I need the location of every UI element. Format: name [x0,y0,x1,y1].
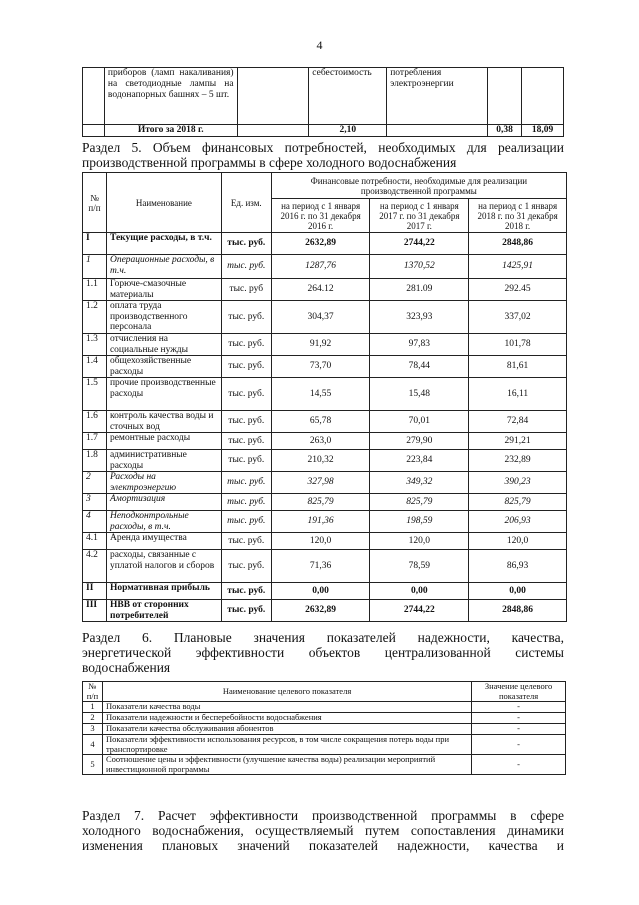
heading-line: водоснабжения [82,660,171,675]
value-2016: 0,00 [271,583,370,600]
heading-line: производственной программы в сфере холодного водоснабжения [82,155,457,170]
row-name: Текущие расходы, в т.ч. [106,233,221,255]
row-name: Аренда имущества [106,533,221,550]
row-unit: тыс. руб. [221,255,271,279]
col-header-period-3: на период с 1 января 2018 г. по 31 декабря 2018 г. [469,199,567,233]
col-header-period-2: на период с 1 января 2017 г. по 31 декабря 2017 г. [370,199,469,233]
row-unit: тыс. руб. [221,511,271,533]
table-row [83,279,567,301]
row-unit: тыс. руб [221,279,271,301]
value-2016: 327,98 [271,472,370,494]
value-2018: 2848,86 [469,233,567,255]
value-2017: 279,90 [370,433,469,450]
heading-line: Раздел 5. Объем финансовых потребностей, необходимых для реализации [82,140,564,155]
row-unit: тыс. руб. [221,233,271,255]
row-number: 4.2 [83,550,107,583]
indicator-name: Показатели надежности и бесперебойности водоснабжения [102,713,471,724]
value-2018: 390,23 [469,472,567,494]
row-name: НВВ от сторонних потребителей [106,600,221,622]
top-fragment-table [82,67,564,137]
total-value-3: 18,09 [522,125,564,137]
total-value-2: 0,38 [488,125,522,137]
value-2016: 191,36 [271,511,370,533]
row-unit: тыс. руб. [221,301,271,334]
table-row [83,702,566,713]
row-number: 1.7 [83,433,107,450]
col-header-name: Наименование [106,173,221,233]
col-header-name: Наименование целевого показателя [102,682,471,702]
row-name: административные расходы [106,450,221,472]
value-2016: 71,36 [271,550,370,583]
section-6-heading [82,630,564,675]
indicator-value: - [472,724,566,735]
row-name: Расходы на электроэнергию [106,472,221,494]
row-number: 3 [83,494,107,511]
row-number: I [83,233,107,255]
col-header-value: Значение целевого показателя [472,682,566,702]
value-2018: 292.45 [469,279,567,301]
total-row [83,125,564,137]
table-row [83,755,566,775]
total-value-1: 2,10 [309,125,387,137]
row-number: 1.5 [83,378,107,411]
row-number: 1.2 [83,301,107,334]
row-number: II [83,583,107,600]
value-2016: 825,79 [271,494,370,511]
value-2018: 0,00 [469,583,567,600]
heading-line: энергетической эффективности объектов централизованной системы [82,645,564,660]
row-number: 1.3 [83,334,107,356]
indicators-table [82,681,566,775]
indicator-name: Соотношение цены и эффективности (улучшение качества воды) реализации мероприятий инвестиционной программы [102,755,471,775]
page-number: 4 [316,38,323,52]
col-header-group: Финансовые потребности, необходимые для реализации производственной программы [271,173,566,199]
value-2016: 65,78 [271,411,370,433]
row-name: оплата труда производственного персонала [106,301,221,334]
indicator-name: Показатели качества обслуживания абонентов [102,724,471,735]
row-number: 2 [83,472,107,494]
col-header-unit: Ед. изм. [221,173,271,233]
heading-line: Раздел 6. Плановые значения показателей надежности, качества, [82,630,564,645]
value-2017: 323,93 [370,301,469,334]
value-2018: 81,61 [469,356,567,378]
indicator-value: - [472,735,566,755]
value-2016: 263,0 [271,433,370,450]
row-number: 2 [83,713,103,724]
value-2018: 86,93 [469,550,567,583]
table-row [83,411,567,433]
value-2016: 264.12 [271,279,370,301]
row-name: контроль качества воды и сточных вод [106,411,221,433]
table-row [83,334,567,356]
value-2018: 291,21 [469,433,567,450]
table-row [83,600,567,622]
row-unit: тыс. руб. [221,378,271,411]
value-2017: 78,44 [370,356,469,378]
table-row [83,433,567,450]
section-7-heading [82,808,564,853]
row-number: 1.4 [83,356,107,378]
indicator-value: - [472,702,566,713]
row-name: Нормативная прибыль [106,583,221,600]
row-unit: тыс. руб. [221,550,271,583]
row-number: 1.1 [83,279,107,301]
row-number: 1.8 [83,450,107,472]
col-header-num: № п/п [83,173,107,233]
heading-line: Раздел 7. Расчет эффективности производственной программы в сфере [82,808,564,823]
finance-table [82,172,567,622]
row-name: отчисления на социальные нужды [106,334,221,356]
row-unit: тыс. руб. [221,433,271,450]
value-2018: 101,78 [469,334,567,356]
value-2017: 97,83 [370,334,469,356]
table-row [83,301,567,334]
heading-line: изменения плановых значений показателей надежности, качества и [82,838,564,853]
row-unit: тыс. руб. [221,583,271,600]
value-2018: 120,0 [469,533,567,550]
value-2018: 825,79 [469,494,567,511]
table-row [83,233,567,255]
value-2016: 2632,89 [271,600,370,622]
row-number: 1 [83,702,103,713]
row-unit: тыс. руб. [221,494,271,511]
col-header-period-1: на период с 1 января 2016 г. по 31 декабря 2016 г. [271,199,370,233]
heading-line: холодного водоснабжения, осуществляемый путем сопоставления динамики [82,823,564,838]
row-name: Операционные расходы, в т.ч. [106,255,221,279]
value-2017: 349,32 [370,472,469,494]
measure-name-cell: приборов (ламп накаливания) на светодиодные лампы на водонапорных башнях – 5 шт. [104,68,237,125]
table-row [83,494,567,511]
value-2017: 0,00 [370,583,469,600]
value-2016: 2632,89 [271,233,370,255]
table-row [83,472,567,494]
indicator-name: Показатели качества воды [102,702,471,713]
row-number: 1 [83,255,107,279]
row-number: 4 [83,735,103,755]
row-unit: тыс. руб. [221,356,271,378]
value-2016: 304,37 [271,301,370,334]
value-2016: 14,55 [271,378,370,411]
row-name: Горюче-смазочные материалы [106,279,221,301]
col-header-num: № п/п [83,682,103,702]
value-2016: 91,92 [271,334,370,356]
value-2018: 1425,91 [469,255,567,279]
row-unit: тыс. руб. [221,600,271,622]
row-number: 5 [83,755,103,775]
row-name: общехозяйственные расходы [106,356,221,378]
row-unit: тыс. руб. [221,533,271,550]
table-row [83,735,566,755]
row-number: 1.6 [83,411,107,433]
value-2018: 232,89 [469,450,567,472]
effect-cell: себестоимость [309,68,387,125]
value-2018: 2848,86 [469,600,567,622]
value-2017: 281.09 [370,279,469,301]
value-2017: 2744,22 [370,600,469,622]
table-row [83,356,567,378]
row-unit: тыс. руб. [221,411,271,433]
row-unit: тыс. руб. [221,472,271,494]
table-row [83,255,567,279]
value-2017: 2744,22 [370,233,469,255]
value-2016: 1287,76 [271,255,370,279]
table-row [83,533,567,550]
value-2018: 16,11 [469,378,567,411]
row-unit: тыс. руб. [221,334,271,356]
row-name: Неподконтрольные расходы, в т.ч. [106,511,221,533]
value-2016: 120,0 [271,533,370,550]
resource-cell: потребления электроэнергии [387,68,488,125]
table-row [83,550,567,583]
value-2017: 120,0 [370,533,469,550]
value-2017: 223,84 [370,450,469,472]
value-2017: 15,48 [370,378,469,411]
table-row [83,378,567,411]
value-2017: 70,01 [370,411,469,433]
value-2016: 210,32 [271,450,370,472]
table-row [83,724,566,735]
row-number: 4.1 [83,533,107,550]
value-2018: 72,84 [469,411,567,433]
row-name: Амортизация [106,494,221,511]
value-2017: 1370,52 [370,255,469,279]
value-2017: 78,59 [370,550,469,583]
row-number: 4 [83,511,107,533]
section-5-heading [82,140,564,170]
row-number: III [83,600,107,622]
row-number: 3 [83,724,103,735]
indicator-value: - [472,713,566,724]
table-row [83,583,567,600]
value-2018: 337,02 [469,301,567,334]
value-2017: 825,79 [370,494,469,511]
total-label: Итого за 2018 г. [104,125,237,137]
value-2017: 198,59 [370,511,469,533]
row-name: прочие производственные расходы [106,378,221,411]
table-row [83,511,567,533]
row-unit: тыс. руб. [221,450,271,472]
table-row [83,713,566,724]
row-name: ремонтные расходы [106,433,221,450]
indicator-value: - [472,755,566,775]
indicator-name: Показатели эффективности использования ресурсов, в том числе сокращения потерь воды при транспортировке [102,735,471,755]
value-2016: 73,70 [271,356,370,378]
table-row [83,450,567,472]
table-row [83,68,564,125]
row-name: расходы, связанные с уплатой налогов и сборов [106,550,221,583]
value-2018: 206,93 [469,511,567,533]
